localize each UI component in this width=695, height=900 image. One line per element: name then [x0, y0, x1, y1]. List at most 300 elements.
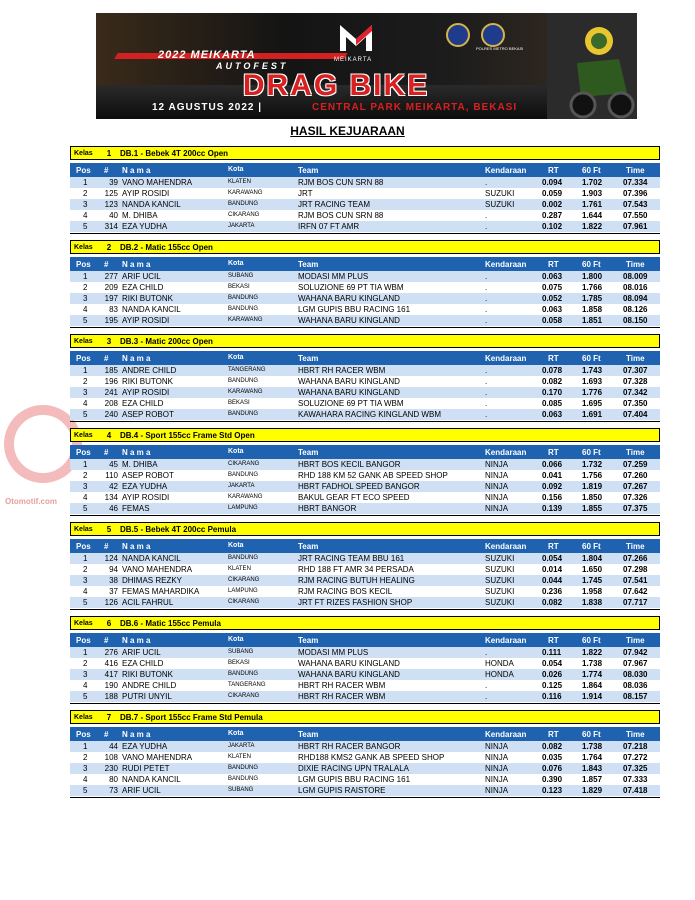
- class-title-bar: [70, 146, 660, 160]
- cell-time: 07.342: [623, 388, 648, 397]
- cell-time: 07.272: [623, 753, 648, 762]
- cell-no: 94: [109, 565, 118, 574]
- cell-no: 197: [104, 294, 118, 303]
- cell-time: 08.009: [623, 272, 648, 281]
- cell-rt: 0.058: [542, 316, 563, 325]
- sponsor-name: MEIKARTA: [334, 57, 373, 63]
- cell-pos: 5: [83, 316, 88, 325]
- class-name: DB.6 - Matic 155cc Pemula: [120, 618, 221, 628]
- event-subname: AUTOFEST: [216, 61, 289, 71]
- cell-kota: CIKARANG: [228, 212, 260, 218]
- column-header-rt: RT: [548, 542, 559, 551]
- cell-kend: .: [485, 283, 488, 292]
- column-header-ft: 60 Ft: [582, 542, 601, 551]
- cell-nama: EZA CHILD: [122, 399, 164, 408]
- column-header-kend: Kendaraan: [485, 448, 527, 457]
- cell-nama: NANDA KANCIL: [122, 554, 181, 563]
- cell-rt: 0.082: [542, 598, 563, 607]
- cell-no: 40: [109, 211, 118, 220]
- table-row: [70, 597, 660, 608]
- cell-kota: CIKARANG: [228, 461, 260, 467]
- cell-team: RHD 188 FT AMR 34 PERSADA: [298, 565, 414, 574]
- cell-nama: ARIF UCIL: [122, 272, 161, 281]
- cell-ft: 1.804: [582, 554, 603, 563]
- cell-kota: BANDUNG: [228, 776, 259, 782]
- table-row: [70, 271, 660, 282]
- cell-ft: 1.644: [582, 211, 603, 220]
- cell-nama: M. DHIBA: [122, 211, 158, 220]
- cell-ft: 1.855: [582, 504, 603, 513]
- cell-ft: 1.864: [582, 681, 603, 690]
- cell-team: HBRT RH RACER BANGOR: [298, 742, 401, 751]
- table-header: [70, 727, 660, 741]
- column-header-no: #: [104, 542, 109, 551]
- cell-kend: .: [485, 222, 488, 231]
- cell-kota: TANGERANG: [228, 682, 266, 688]
- cell-kend: SUZUKI: [485, 189, 515, 198]
- cell-rt: 0.044: [542, 576, 563, 585]
- cell-time: 07.942: [623, 648, 648, 657]
- cell-kend: .: [485, 316, 488, 325]
- cell-no: 209: [104, 283, 118, 292]
- cell-ft: 1.958: [582, 587, 603, 596]
- cell-pos: 1: [83, 554, 88, 563]
- cell-kota: BANDUNG: [228, 201, 259, 207]
- cell-ft: 1.903: [582, 189, 603, 198]
- cell-kota: KLATEN: [228, 566, 251, 572]
- cell-ft: 1.695: [582, 399, 603, 408]
- event-date: 12 AGUSTUS 2022 |: [152, 102, 263, 113]
- cell-rt: 0.102: [542, 222, 563, 231]
- cell-kota: BEKASI: [228, 284, 250, 290]
- cell-pos: 3: [83, 388, 88, 397]
- cell-team: LGM GUPIS BBU RACING 161: [298, 305, 411, 314]
- cell-nama: RIKI BUTONK: [122, 294, 173, 303]
- cell-ft: 1.829: [582, 786, 603, 795]
- column-header-nama: N a m a: [122, 354, 151, 363]
- cell-nama: RIKI BUTONK: [122, 670, 173, 679]
- cell-team: MODASI MM PLUS: [298, 272, 369, 281]
- cell-kend: SUZUKI: [485, 587, 515, 596]
- class-name: DB.5 - Bebek 4T 200cc Pemula: [120, 524, 237, 534]
- class-name: DB.7 - Sport 155cc Frame Std Pemula: [120, 712, 263, 722]
- cell-no: 208: [104, 399, 118, 408]
- cell-team: IRFN 07 FT AMR: [298, 222, 360, 231]
- cell-nama: EZA YUDHA: [122, 482, 168, 491]
- column-header-ft: 60 Ft: [582, 166, 601, 175]
- cell-ft: 1.822: [582, 222, 603, 231]
- cell-no: 417: [104, 670, 118, 679]
- cell-kend: .: [485, 272, 488, 281]
- cell-rt: 0.066: [542, 460, 563, 469]
- cell-nama: NANDA KANCIL: [122, 775, 181, 784]
- cell-no: 188: [104, 692, 118, 701]
- cell-rt: 0.111: [542, 648, 562, 657]
- cell-ft: 1.691: [582, 410, 603, 419]
- table-row: [70, 315, 660, 326]
- cell-rt: 0.026: [542, 670, 563, 679]
- column-header-pos: Pos: [76, 542, 91, 551]
- column-header-pos: Pos: [76, 260, 91, 269]
- column-header-kend: Kendaraan: [485, 166, 527, 175]
- event-venue: CENTRAL PARK MEIKARTA, BEKASI: [312, 102, 518, 113]
- class-label: Kelas: [74, 337, 93, 345]
- cell-rt: 0.082: [542, 742, 563, 751]
- class-number: 3: [106, 336, 112, 346]
- cell-time: 07.218: [623, 742, 648, 751]
- cell-kota: KARAWANG: [228, 190, 263, 196]
- cell-no: 46: [109, 504, 118, 513]
- cell-rt: 0.059: [542, 189, 563, 198]
- cell-nama: ARIF UCIL: [122, 786, 161, 795]
- cell-pos: 1: [83, 460, 88, 469]
- cell-kend: NINJA: [485, 753, 509, 762]
- cell-kend: NINJA: [485, 775, 509, 784]
- cell-kend: HONDA: [485, 659, 514, 668]
- cell-kend: .: [485, 648, 488, 657]
- cell-ft: 1.857: [582, 775, 603, 784]
- cell-pos: 4: [83, 493, 88, 502]
- column-header-kota: Kota: [228, 166, 244, 173]
- cell-nama: ARIF UCIL: [122, 648, 161, 657]
- cell-kend: SUZUKI: [485, 598, 515, 607]
- cell-kota: BANDUNG: [228, 555, 259, 561]
- table-row: [70, 503, 660, 514]
- cell-time: 07.961: [623, 222, 648, 231]
- cell-no: 196: [104, 377, 118, 386]
- cell-kota: LAMPUNG: [228, 588, 258, 594]
- cell-time: 07.259: [623, 460, 648, 469]
- cell-kota: TANGERANG: [228, 367, 266, 373]
- cell-pos: 3: [83, 764, 88, 773]
- cell-kota: BANDUNG: [228, 306, 259, 312]
- cell-pos: 1: [83, 272, 88, 281]
- police-emblem-icon: [446, 23, 470, 47]
- cell-ft: 1.764: [582, 753, 603, 762]
- cell-no: 42: [109, 482, 118, 491]
- cell-nama: DHIMAS REZKY: [122, 576, 183, 585]
- cell-team: WAHANA BARU KINGLAND: [298, 388, 400, 397]
- column-header-no: #: [104, 730, 109, 739]
- cell-no: 108: [104, 753, 118, 762]
- cell-nama: FEMAS: [122, 504, 150, 513]
- cell-pos: 2: [83, 565, 88, 574]
- cell-rt: 0.075: [542, 283, 563, 292]
- section-divider: [70, 609, 660, 610]
- cell-time: 07.642: [623, 587, 648, 596]
- event-name: 2022 MEIKARTA: [158, 49, 256, 61]
- cell-rt: 0.063: [542, 305, 563, 314]
- cell-kend: .: [485, 178, 488, 187]
- cell-team: JRT RACING TEAM BBU 161: [298, 554, 405, 563]
- cell-kota: SUBANG: [228, 273, 254, 279]
- cell-ft: 1.851: [582, 316, 603, 325]
- cell-nama: RUDI PETET: [122, 764, 170, 773]
- cell-no: 80: [109, 775, 118, 784]
- column-header-pos: Pos: [76, 730, 91, 739]
- cell-team: WAHANA BARU KINGLAND: [298, 670, 400, 679]
- cell-nama: AYIP ROSIDI: [122, 189, 170, 198]
- cell-pos: 1: [83, 648, 88, 657]
- cell-team: WAHANA BARU KINGLAND: [298, 294, 400, 303]
- cell-nama: VANO MAHENDRA: [122, 565, 193, 574]
- cell-kota: SUBANG: [228, 649, 254, 655]
- class-number: 4: [106, 430, 112, 440]
- column-header-kota: Kota: [228, 542, 244, 549]
- column-header-team: Team: [298, 260, 319, 269]
- cell-no: 416: [104, 659, 118, 668]
- cell-time: 07.307: [623, 366, 648, 375]
- cell-rt: 0.123: [542, 786, 563, 795]
- cell-kend: HONDA: [485, 670, 514, 679]
- table-row: [70, 658, 660, 669]
- column-header-rt: RT: [548, 260, 559, 269]
- cell-pos: 1: [83, 742, 88, 751]
- cell-kota: BEKASI: [228, 400, 250, 406]
- cell-kota: JAKARTA: [228, 743, 255, 749]
- class-section: [70, 522, 660, 610]
- cell-no: 45: [109, 460, 118, 469]
- column-header-kend: Kendaraan: [485, 260, 527, 269]
- section-divider: [70, 515, 660, 516]
- cell-nama: AYIP ROSIDI: [122, 388, 170, 397]
- cell-rt: 0.052: [542, 294, 563, 303]
- class-title-bar: [70, 240, 660, 254]
- cell-team: HBRT RH RACER WBM: [298, 681, 386, 690]
- table-header: [70, 445, 660, 459]
- column-header-team: Team: [298, 166, 319, 175]
- cell-no: 230: [104, 764, 118, 773]
- section-divider: [70, 703, 660, 704]
- column-header-kend: Kendaraan: [485, 636, 527, 645]
- class-name: DB.3 - Matic 200cc Open: [120, 336, 213, 346]
- class-name: DB.1 - Bebek 4T 200cc Open: [120, 148, 229, 158]
- cell-kota: BANDUNG: [228, 411, 259, 417]
- cell-kend: NINJA: [485, 460, 509, 469]
- table-header: [70, 257, 660, 271]
- cell-kota: KLATEN: [228, 754, 251, 760]
- column-header-team: Team: [298, 542, 319, 551]
- table-row: [70, 691, 660, 702]
- cell-pos: 4: [83, 587, 88, 596]
- table-row: [70, 188, 660, 199]
- cell-team: RHD 188 KM 52 GANK AB SPEED SHOP: [298, 471, 448, 480]
- cell-rt: 0.125: [542, 681, 563, 690]
- cell-team: HBRT RH RACER WBM: [298, 692, 386, 701]
- cell-kend: SUZUKI: [485, 200, 515, 209]
- cell-kend: NINJA: [485, 493, 509, 502]
- cell-no: 195: [104, 316, 118, 325]
- cell-kend: .: [485, 294, 488, 303]
- cell-nama: EZA YUDHA: [122, 222, 168, 231]
- section-divider: [70, 797, 660, 798]
- cell-time: 07.334: [623, 178, 648, 187]
- cell-kend: NINJA: [485, 786, 509, 795]
- cell-kota: BANDUNG: [228, 378, 259, 384]
- cell-time: 07.260: [623, 471, 648, 480]
- column-header-kota: Kota: [228, 636, 244, 643]
- cell-rt: 0.092: [542, 482, 563, 491]
- cell-no: 73: [109, 786, 118, 795]
- cell-nama: FEMAS MAHARDIKA: [122, 587, 200, 596]
- column-header-rt: RT: [548, 636, 559, 645]
- class-section: [70, 146, 660, 234]
- class-label: Kelas: [74, 525, 93, 533]
- column-header-time: Time: [626, 730, 645, 739]
- cell-rt: 0.390: [542, 775, 563, 784]
- cell-no: 134: [104, 493, 118, 502]
- cell-no: 185: [104, 366, 118, 375]
- cell-ft: 1.766: [582, 283, 603, 292]
- cell-kota: LAMPUNG: [228, 505, 258, 511]
- cell-no: 44: [109, 742, 118, 751]
- cell-kend: SUZUKI: [485, 554, 515, 563]
- cell-rt: 0.041: [542, 471, 563, 480]
- section-divider: [70, 327, 660, 328]
- cell-ft: 1.732: [582, 460, 603, 469]
- column-header-pos: Pos: [76, 354, 91, 363]
- cell-rt: 0.063: [542, 272, 563, 281]
- class-label: Kelas: [74, 431, 93, 439]
- cell-ft: 1.693: [582, 377, 603, 386]
- cell-team: SOLUZIONE 69 PT TIA WBM: [298, 283, 404, 292]
- table-header: [70, 539, 660, 553]
- table-header: [70, 351, 660, 365]
- column-header-no: #: [104, 448, 109, 457]
- class-title-bar: [70, 522, 660, 536]
- table-row: [70, 409, 660, 420]
- table-row: [70, 752, 660, 763]
- cell-team: JRT: [298, 189, 313, 198]
- cell-nama: ANDRE CHILD: [122, 681, 177, 690]
- column-header-no: #: [104, 354, 109, 363]
- table-row: [70, 774, 660, 785]
- cell-rt: 0.054: [542, 659, 563, 668]
- column-header-rt: RT: [548, 354, 559, 363]
- cell-time: 07.404: [623, 410, 648, 419]
- cell-no: 124: [104, 554, 118, 563]
- cell-kend: NINJA: [485, 504, 509, 513]
- page-heading: HASIL KEJUARAAN: [290, 124, 405, 138]
- cell-pos: 4: [83, 305, 88, 314]
- class-title-bar: [70, 428, 660, 442]
- cell-kota: BANDUNG: [228, 671, 259, 677]
- class-title-bar: [70, 616, 660, 630]
- cell-no: 125: [104, 189, 118, 198]
- class-section: [70, 710, 660, 798]
- cell-kend: .: [485, 366, 488, 375]
- table-row: [70, 470, 660, 481]
- cell-rt: 0.085: [542, 399, 563, 408]
- cell-no: 123: [104, 200, 118, 209]
- cell-rt: 0.076: [542, 764, 563, 773]
- column-header-no: #: [104, 166, 109, 175]
- cell-nama: VANO MAHENDRA: [122, 753, 193, 762]
- cell-pos: 3: [83, 294, 88, 303]
- column-header-team: Team: [298, 448, 319, 457]
- cell-ft: 1.650: [582, 565, 603, 574]
- cell-pos: 4: [83, 399, 88, 408]
- column-header-kota: Kota: [228, 730, 244, 737]
- cell-time: 07.543: [623, 200, 648, 209]
- cell-pos: 4: [83, 681, 88, 690]
- cell-team: LGM GUPIS BBU RACING 161: [298, 775, 411, 784]
- cell-ft: 1.702: [582, 178, 603, 187]
- cell-team: DIXIE RACING UPN TRALALA: [298, 764, 409, 773]
- cell-no: 190: [104, 681, 118, 690]
- column-header-ft: 60 Ft: [582, 448, 601, 457]
- section-divider: [70, 233, 660, 234]
- column-header-kend: Kendaraan: [485, 542, 527, 551]
- cell-time: 08.030: [623, 670, 648, 679]
- table-row: [70, 586, 660, 597]
- cell-no: 83: [109, 305, 118, 314]
- cell-nama: PUTRI UNYIL: [122, 692, 172, 701]
- class-label: Kelas: [74, 619, 93, 627]
- cell-time: 08.157: [623, 692, 648, 701]
- cell-pos: 3: [83, 482, 88, 491]
- cell-kend: .: [485, 681, 488, 690]
- table-header: [70, 163, 660, 177]
- class-number: 7: [106, 712, 112, 722]
- column-header-pos: Pos: [76, 636, 91, 645]
- rider-photo-icon: [547, 13, 637, 119]
- column-header-ft: 60 Ft: [582, 260, 601, 269]
- column-header-nama: N a m a: [122, 730, 151, 739]
- cell-pos: 5: [83, 598, 88, 607]
- cell-rt: 0.287: [542, 211, 563, 220]
- meikarta-logo-icon: [336, 21, 376, 53]
- cell-kota: CIKARANG: [228, 599, 260, 605]
- cell-rt: 0.063: [542, 410, 563, 419]
- cell-team: BAKUL GEAR FT ECO SPEED: [298, 493, 410, 502]
- emblem-label: POLRES METRO BEKASI: [476, 46, 524, 51]
- cell-time: 07.267: [623, 482, 648, 491]
- cell-kend: NINJA: [485, 482, 509, 491]
- cell-time: 07.350: [623, 399, 648, 408]
- cell-no: 241: [104, 388, 118, 397]
- event-banner: [96, 13, 637, 119]
- cell-pos: 4: [83, 211, 88, 220]
- table-row: [70, 376, 660, 387]
- cell-nama: M. DHIBA: [122, 460, 158, 469]
- cell-rt: 0.116: [542, 692, 562, 701]
- class-section: [70, 334, 660, 422]
- cell-no: 37: [109, 587, 118, 596]
- cell-kota: BANDUNG: [228, 765, 259, 771]
- cell-kota: BEKASI: [228, 660, 250, 666]
- cell-pos: 2: [83, 753, 88, 762]
- cell-ft: 1.838: [582, 598, 603, 607]
- police-emblem-icon: [481, 23, 505, 47]
- watermark-text: Otomotif.com: [5, 497, 57, 506]
- cell-rt: 0.078: [542, 366, 563, 375]
- cell-ft: 1.850: [582, 493, 603, 502]
- cell-rt: 0.035: [542, 753, 563, 762]
- table-row: [70, 177, 660, 188]
- table-row: [70, 210, 660, 221]
- cell-kota: KLATEN: [228, 179, 251, 185]
- cell-pos: 3: [83, 200, 88, 209]
- column-header-nama: N a m a: [122, 542, 151, 551]
- cell-team: LGM GUPIS RAISTORE: [298, 786, 386, 795]
- cell-ft: 1.743: [582, 366, 603, 375]
- cell-kota: KARAWANG: [228, 494, 263, 500]
- cell-no: 110: [105, 471, 118, 480]
- table-row: [70, 304, 660, 315]
- cell-kend: SUZUKI: [485, 576, 515, 585]
- table-row: [70, 387, 660, 398]
